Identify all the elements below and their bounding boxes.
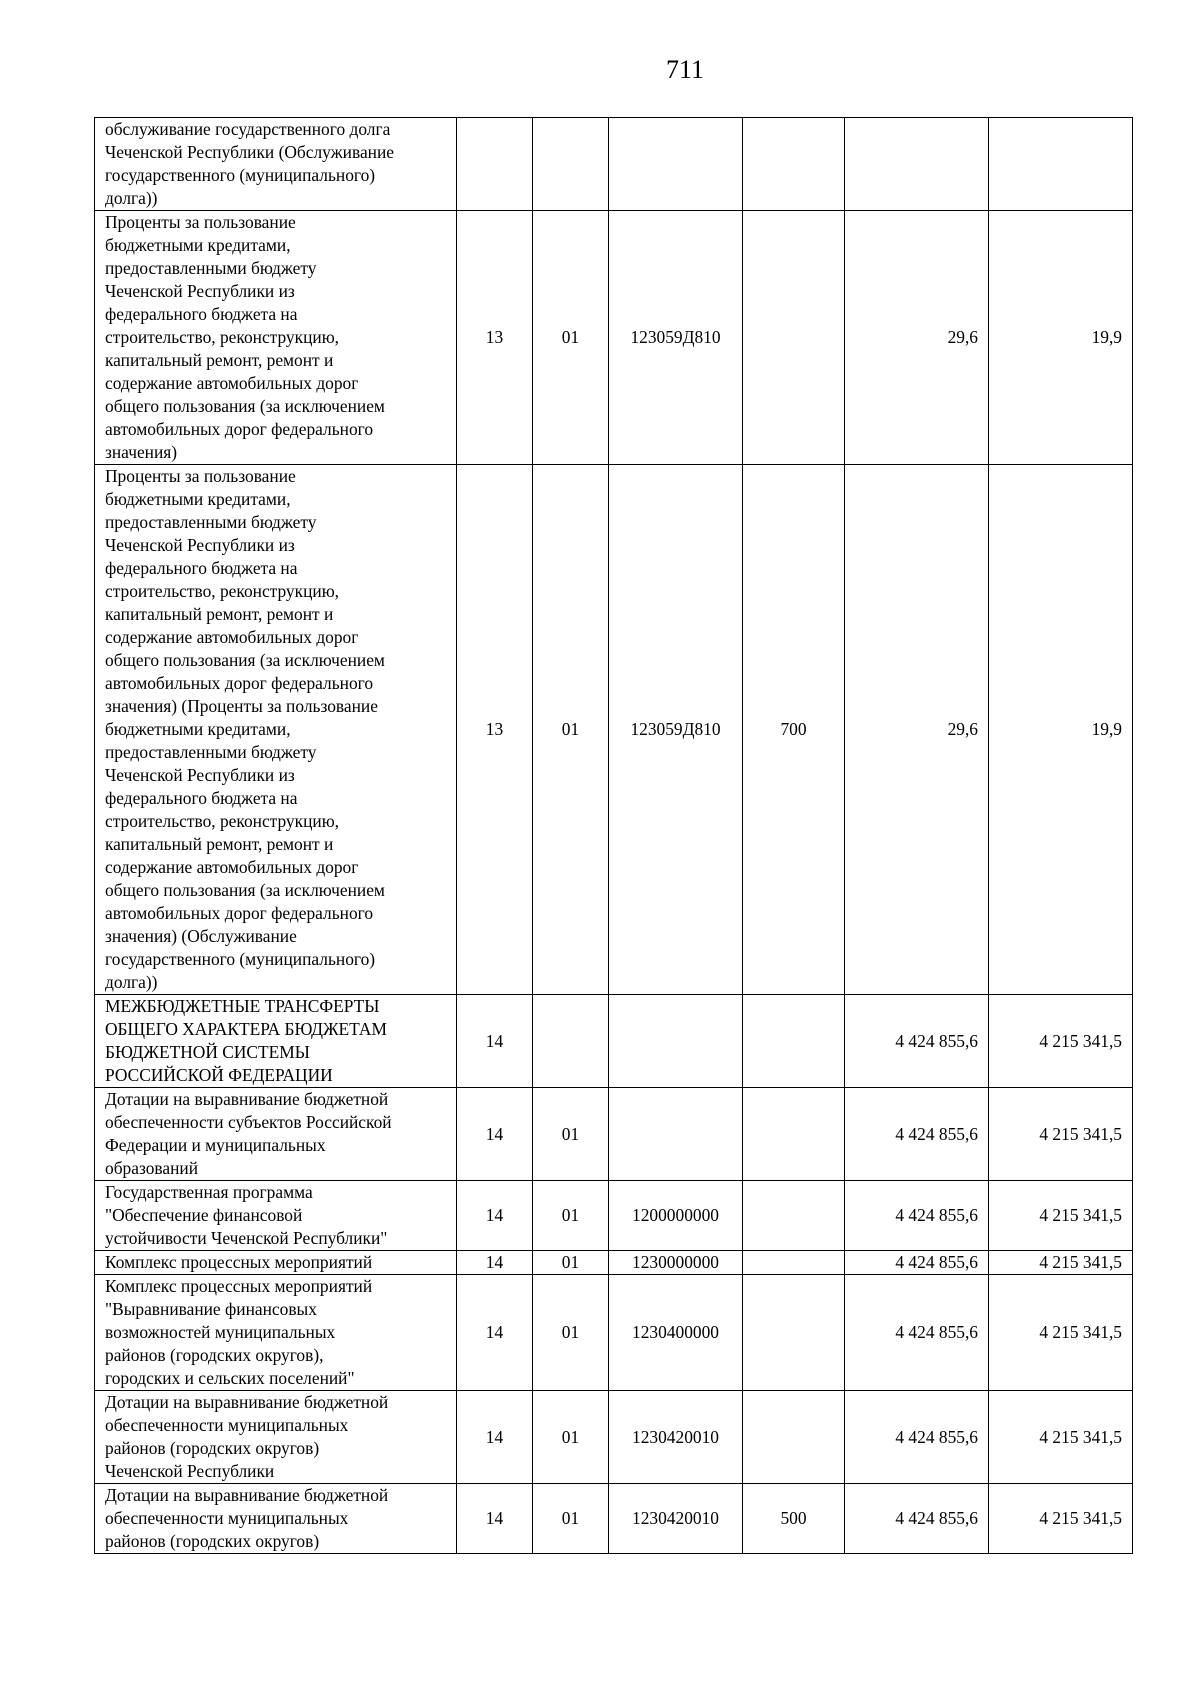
expense-type-cell: 500 — [743, 1484, 845, 1554]
item-name-line: общего пользования (за исключением — [105, 650, 385, 670]
item-name-line: Федерации и муниципальных — [105, 1135, 326, 1155]
item-name-line: значения) — [105, 442, 178, 462]
amount-year-2-cell: 4 215 341,5 — [989, 1391, 1133, 1484]
item-name-cell — [95, 118, 457, 211]
item-name-line: РОССИЙСКОЙ ФЕДЕРАЦИИ — [105, 1065, 333, 1085]
table-row — [95, 1088, 1133, 1181]
item-name-cell — [95, 1251, 457, 1275]
item-name-line: Государственная программа — [105, 1182, 313, 1202]
section-code-cell: 14 — [457, 1275, 533, 1391]
item-name-line: бюджетными кредитами, — [105, 489, 291, 509]
item-name-line: строительство, реконструкцию, — [105, 327, 340, 347]
item-name-line: Комплекс процессных мероприятий — [105, 1252, 373, 1272]
item-name-line: "Выравнивание финансовых — [105, 1299, 317, 1319]
item-name-line: значения) (Проценты за пользование — [105, 696, 378, 716]
table-row — [95, 1275, 1133, 1391]
amount-year-1-cell: 4 424 855,6 — [845, 1484, 989, 1554]
item-name-line: обеспеченности субъектов Российской — [105, 1112, 392, 1132]
item-name-line: устойчивости Чеченской Республики" — [105, 1228, 388, 1248]
item-name-cell — [95, 995, 457, 1088]
expense-type-cell — [743, 1181, 845, 1251]
item-name-cell — [95, 1275, 457, 1391]
subsection-code-cell: 01 — [533, 1251, 609, 1275]
subsection-code-cell: 01 — [533, 465, 609, 995]
item-name-line: городских и сельских поселений" — [105, 1368, 355, 1388]
item-name-line: районов (городских округов), — [105, 1345, 324, 1365]
expense-type-cell: 700 — [743, 465, 845, 995]
amount-year-2-cell: 4 215 341,5 — [989, 1275, 1133, 1391]
table-row — [95, 1251, 1133, 1275]
table-row — [95, 465, 1133, 995]
amount-year-2-cell: 19,9 — [989, 465, 1133, 995]
item-name-line: Комплекс процессных мероприятий — [105, 1276, 373, 1296]
item-name-line: капитальный ремонт, ремонт и — [105, 604, 334, 624]
item-name-line: строительство, реконструкцию, — [105, 581, 340, 601]
amount-year-1-cell: 4 424 855,6 — [845, 995, 989, 1088]
target-article-cell: 123059Д810 — [609, 211, 743, 465]
item-name-line: бюджетными кредитами, — [105, 235, 291, 255]
item-name-line: предоставленными бюджету — [105, 742, 317, 762]
item-name-line: МЕЖБЮДЖЕТНЫЕ ТРАНСФЕРТЫ — [105, 996, 380, 1016]
item-name-line: Проценты за пользование — [105, 466, 296, 486]
subsection-code-cell: 01 — [533, 1088, 609, 1181]
item-name-line: строительство, реконструкцию, — [105, 811, 340, 831]
target-article-cell: 123059Д810 — [609, 465, 743, 995]
item-name-line: предоставленными бюджету — [105, 258, 317, 278]
amount-year-2-cell: 4 215 341,5 — [989, 1484, 1133, 1554]
item-name-line: Чеченской Республики (Обслуживание — [105, 142, 394, 162]
item-name-line: содержание автомобильных дорог — [105, 857, 359, 877]
item-name-line: Дотации на выравнивание бюджетной — [105, 1089, 389, 1109]
amount-year-2-cell: 4 215 341,5 — [989, 1251, 1133, 1275]
item-name-line: Дотации на выравнивание бюджетной — [105, 1485, 389, 1505]
amount-year-2-cell: 4 215 341,5 — [989, 1181, 1133, 1251]
item-name-line: автомобильных дорог федерального — [105, 419, 374, 439]
target-article-cell: 1230420010 — [609, 1484, 743, 1554]
target-article-cell: 1230420010 — [609, 1391, 743, 1484]
item-name-line: районов (городских округов) — [105, 1531, 320, 1551]
amount-year-1-cell: 4 424 855,6 — [845, 1181, 989, 1251]
amount-year-1-cell: 4 424 855,6 — [845, 1088, 989, 1181]
table-row — [95, 995, 1133, 1088]
table-row — [95, 1391, 1133, 1484]
target-article-cell — [609, 995, 743, 1088]
item-name-line: обеспеченности муниципальных — [105, 1415, 349, 1435]
subsection-code-cell: 01 — [533, 1391, 609, 1484]
subsection-code-cell: 01 — [533, 1484, 609, 1554]
section-code-cell: 14 — [457, 1391, 533, 1484]
item-name-line: капитальный ремонт, ремонт и — [105, 834, 334, 854]
item-name-line: общего пользования (за исключением — [105, 880, 385, 900]
item-name-line: ОБЩЕГО ХАРАКТЕРА БЮДЖЕТАМ — [105, 1019, 387, 1039]
target-article-cell: 1230400000 — [609, 1275, 743, 1391]
table-row — [95, 1181, 1133, 1251]
item-name-line: образований — [105, 1158, 199, 1178]
item-name-cell — [95, 1088, 457, 1181]
item-name-cell — [95, 1181, 457, 1251]
section-code-cell: 14 — [457, 1088, 533, 1181]
section-code-cell — [457, 118, 533, 211]
section-code-cell: 13 — [457, 465, 533, 995]
item-name-line: Чеченской Республики из — [105, 281, 295, 301]
budget-table — [94, 117, 1133, 1554]
item-name-line: капитальный ремонт, ремонт и — [105, 350, 334, 370]
amount-year-2-cell: 19,9 — [989, 211, 1133, 465]
amount-year-1-cell: 4 424 855,6 — [845, 1391, 989, 1484]
amount-year-1-cell: 4 424 855,6 — [845, 1251, 989, 1275]
item-name-cell — [95, 211, 457, 465]
item-name-cell — [95, 1391, 457, 1484]
section-code-cell: 14 — [457, 1181, 533, 1251]
item-name-line: Дотации на выравнивание бюджетной — [105, 1392, 389, 1412]
item-name-line: бюджетными кредитами, — [105, 719, 291, 739]
item-name-line: "Обеспечение финансовой — [105, 1205, 303, 1225]
amount-year-2-cell: 4 215 341,5 — [989, 1088, 1133, 1181]
subsection-code-cell — [533, 995, 609, 1088]
item-name-cell — [95, 465, 457, 995]
expense-type-cell — [743, 211, 845, 465]
item-name-line: автомобильных дорог федерального — [105, 903, 374, 923]
subsection-code-cell: 01 — [533, 1181, 609, 1251]
item-name-line: районов (городских округов) — [105, 1438, 320, 1458]
page-number: 711 — [665, 55, 705, 84]
expense-type-cell — [743, 1391, 845, 1484]
subsection-code-cell — [533, 118, 609, 211]
item-name-line: содержание автомобильных дорог — [105, 627, 359, 647]
expense-type-cell — [743, 1275, 845, 1391]
table-row — [95, 1484, 1133, 1554]
amount-year-1-cell: 29,6 — [845, 465, 989, 995]
section-code-cell: 13 — [457, 211, 533, 465]
item-name-line: Проценты за пользование — [105, 212, 296, 232]
item-name-line: долга)) — [105, 972, 158, 992]
item-name-cell — [95, 1484, 457, 1554]
expense-type-cell — [743, 1251, 845, 1275]
item-name-line: Чеченской Республики — [105, 1461, 275, 1481]
item-name-line: БЮДЖЕТНОЙ СИСТЕМЫ — [105, 1042, 310, 1062]
item-name-line: автомобильных дорог федерального — [105, 673, 374, 693]
target-article-cell — [609, 118, 743, 211]
target-article-cell: 1230000000 — [609, 1251, 743, 1275]
amount-year-1-cell: 29,6 — [845, 211, 989, 465]
item-name-line: федерального бюджета на — [105, 558, 298, 578]
item-name-line: государственного (муниципального) — [105, 165, 376, 185]
amount-year-2-cell — [989, 118, 1133, 211]
section-code-cell: 14 — [457, 1251, 533, 1275]
item-name-line: Чеченской Республики из — [105, 765, 295, 785]
item-name-line: обеспеченности муниципальных — [105, 1508, 349, 1528]
table-row — [95, 211, 1133, 465]
item-name-line: федерального бюджета на — [105, 788, 298, 808]
target-article-cell: 1200000000 — [609, 1181, 743, 1251]
item-name-line: предоставленными бюджету — [105, 512, 317, 532]
item-name-line: федерального бюджета на — [105, 304, 298, 324]
expense-type-cell — [743, 1088, 845, 1181]
item-name-line: общего пользования (за исключением — [105, 396, 385, 416]
section-code-cell: 14 — [457, 995, 533, 1088]
amount-year-1-cell: 4 424 855,6 — [845, 1275, 989, 1391]
subsection-code-cell: 01 — [533, 1275, 609, 1391]
target-article-cell — [609, 1088, 743, 1181]
item-name-line: обслуживание государственного долга — [105, 119, 391, 139]
item-name-line: содержание автомобильных дорог — [105, 373, 359, 393]
subsection-code-cell: 01 — [533, 211, 609, 465]
item-name-line: долга)) — [105, 188, 158, 208]
expense-type-cell — [743, 118, 845, 211]
amount-year-1-cell — [845, 118, 989, 211]
table-row — [95, 118, 1133, 211]
item-name-line: возможностей муниципальных — [105, 1322, 336, 1342]
amount-year-2-cell: 4 215 341,5 — [989, 995, 1133, 1088]
section-code-cell: 14 — [457, 1484, 533, 1554]
expense-type-cell — [743, 995, 845, 1088]
item-name-line: государственного (муниципального) — [105, 949, 376, 969]
item-name-line: значения) (Обслуживание — [105, 926, 297, 946]
item-name-line: Чеченской Республики из — [105, 535, 295, 555]
